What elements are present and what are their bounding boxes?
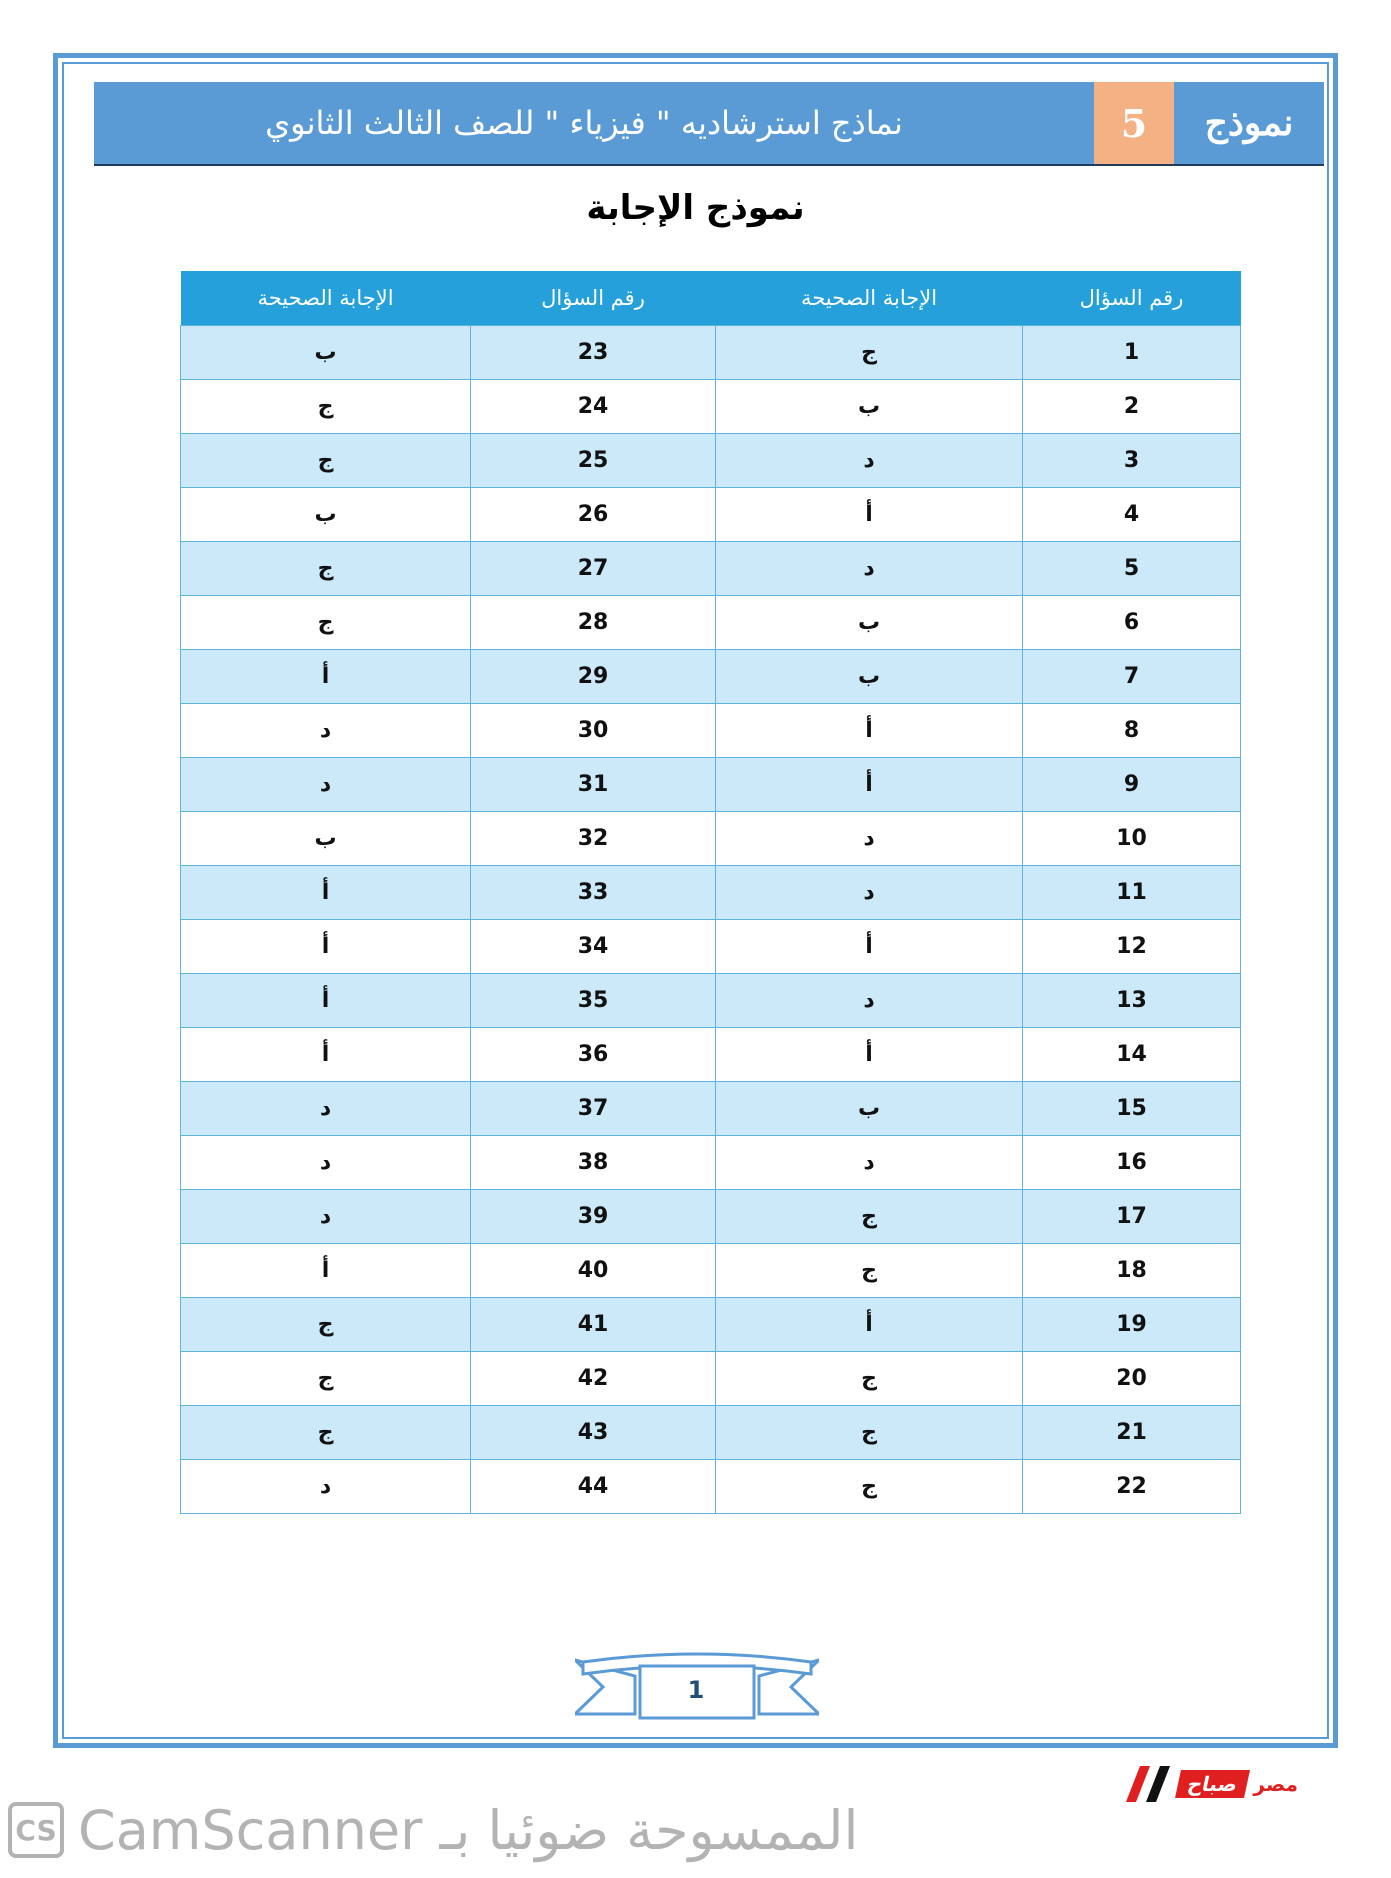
answer-cell: ب bbox=[716, 650, 1023, 704]
question-number-cell: 33 bbox=[471, 866, 716, 920]
answer-cell: أ bbox=[716, 758, 1023, 812]
question-number-cell: 23 bbox=[471, 326, 716, 380]
question-number-cell: 17 bbox=[1023, 1190, 1241, 1244]
question-number-cell: 40 bbox=[471, 1244, 716, 1298]
question-number-cell: 3 bbox=[1023, 434, 1241, 488]
answer-cell: أ bbox=[181, 920, 471, 974]
column-header: الإجابة الصحيحة bbox=[181, 271, 471, 326]
answer-cell: ج bbox=[716, 1244, 1023, 1298]
table-row bbox=[181, 1190, 1241, 1244]
question-number-cell: 16 bbox=[1023, 1136, 1241, 1190]
question-number-cell: 32 bbox=[471, 812, 716, 866]
question-number-cell: 31 bbox=[471, 758, 716, 812]
answer-cell: د bbox=[716, 1136, 1023, 1190]
answer-cell: ج bbox=[181, 542, 471, 596]
answer-cell: ج bbox=[716, 1406, 1023, 1460]
question-number-cell: 34 bbox=[471, 920, 716, 974]
question-number-cell: 14 bbox=[1023, 1028, 1241, 1082]
table-row bbox=[181, 1406, 1241, 1460]
answer-cell: ج bbox=[181, 434, 471, 488]
answer-cell: ب bbox=[181, 326, 471, 380]
table-row bbox=[181, 542, 1241, 596]
table-row bbox=[181, 704, 1241, 758]
question-number-cell: 22 bbox=[1023, 1460, 1241, 1514]
answer-cell: ب bbox=[181, 812, 471, 866]
table-row bbox=[181, 1298, 1241, 1352]
column-header: الإجابة الصحيحة bbox=[716, 271, 1023, 326]
question-number-cell: 8 bbox=[1023, 704, 1241, 758]
question-number-cell: 19 bbox=[1023, 1298, 1241, 1352]
question-number-cell: 11 bbox=[1023, 866, 1241, 920]
table-row bbox=[181, 758, 1241, 812]
question-number-cell: 24 bbox=[471, 380, 716, 434]
answer-cell: ب bbox=[716, 380, 1023, 434]
question-number-cell: 7 bbox=[1023, 650, 1241, 704]
answer-cell: د bbox=[716, 434, 1023, 488]
question-number-cell: 13 bbox=[1023, 974, 1241, 1028]
question-number-cell: 36 bbox=[471, 1028, 716, 1082]
answer-table bbox=[180, 271, 1241, 1514]
answer-cell: ج bbox=[716, 1352, 1023, 1406]
answer-cell: ب bbox=[181, 488, 471, 542]
table-row bbox=[181, 1028, 1241, 1082]
answer-cell: أ bbox=[181, 1244, 471, 1298]
answer-cell: د bbox=[181, 1136, 471, 1190]
logo-primary-text: صباح bbox=[1175, 1770, 1250, 1798]
question-number-cell: 28 bbox=[471, 596, 716, 650]
question-number-cell: 5 bbox=[1023, 542, 1241, 596]
page-heading: نموذج الإجابة bbox=[586, 188, 805, 228]
answer-cell: أ bbox=[181, 866, 471, 920]
table-row bbox=[181, 920, 1241, 974]
answer-cell: ج bbox=[181, 1352, 471, 1406]
table-row bbox=[181, 1352, 1241, 1406]
question-number-cell: 25 bbox=[471, 434, 716, 488]
answer-cell: د bbox=[716, 812, 1023, 866]
answer-cell: أ bbox=[181, 974, 471, 1028]
answer-cell: د bbox=[181, 1082, 471, 1136]
answer-cell: د bbox=[716, 542, 1023, 596]
question-number-cell: 12 bbox=[1023, 920, 1241, 974]
table-row bbox=[181, 380, 1241, 434]
question-number-cell: 43 bbox=[471, 1406, 716, 1460]
model-number: 5 bbox=[1094, 82, 1174, 164]
question-number-cell: 39 bbox=[471, 1190, 716, 1244]
answer-table-body bbox=[181, 326, 1241, 1514]
header-title: نماذج استرشاديه " فيزياء " للصف الثالث الثانوي bbox=[265, 104, 903, 142]
answer-cell: أ bbox=[181, 1028, 471, 1082]
table-row bbox=[181, 650, 1241, 704]
table-row bbox=[181, 1082, 1241, 1136]
question-number-cell: 2 bbox=[1023, 380, 1241, 434]
site-logo bbox=[1118, 1762, 1340, 1806]
question-number-cell: 29 bbox=[471, 650, 716, 704]
answer-cell: د bbox=[181, 704, 471, 758]
answer-cell: د bbox=[716, 866, 1023, 920]
question-number-cell: 18 bbox=[1023, 1244, 1241, 1298]
answer-cell: ج bbox=[181, 380, 471, 434]
table-row bbox=[181, 1136, 1241, 1190]
answer-cell: د bbox=[716, 974, 1023, 1028]
answer-cell: أ bbox=[716, 704, 1023, 758]
question-number-cell: 1 bbox=[1023, 326, 1241, 380]
question-number-cell: 27 bbox=[471, 542, 716, 596]
table-row bbox=[181, 866, 1241, 920]
question-number-cell: 4 bbox=[1023, 488, 1241, 542]
column-header: رقم السؤال bbox=[1023, 271, 1241, 326]
question-number-cell: 9 bbox=[1023, 758, 1241, 812]
question-number-cell: 10 bbox=[1023, 812, 1241, 866]
table-row bbox=[181, 812, 1241, 866]
answer-cell: ج bbox=[181, 1298, 471, 1352]
logo-slash-icon bbox=[1118, 1764, 1172, 1804]
answer-cell: د bbox=[181, 1190, 471, 1244]
table-row bbox=[181, 1244, 1241, 1298]
answer-cell: أ bbox=[181, 650, 471, 704]
question-number-cell: 44 bbox=[471, 1460, 716, 1514]
model-label: نموذج bbox=[1204, 102, 1294, 144]
question-number-cell: 6 bbox=[1023, 596, 1241, 650]
answer-cell: ج bbox=[181, 596, 471, 650]
question-number-cell: 20 bbox=[1023, 1352, 1241, 1406]
question-number-cell: 26 bbox=[471, 488, 716, 542]
answer-cell: د bbox=[181, 758, 471, 812]
header-band bbox=[94, 82, 1324, 166]
question-number-cell: 38 bbox=[471, 1136, 716, 1190]
table-row bbox=[181, 434, 1241, 488]
table-row bbox=[181, 596, 1241, 650]
answer-cell: ب bbox=[716, 596, 1023, 650]
table-row bbox=[181, 974, 1241, 1028]
question-number-cell: 37 bbox=[471, 1082, 716, 1136]
column-header: رقم السؤال bbox=[471, 271, 716, 326]
page-number: 1 bbox=[687, 1676, 705, 1704]
table-row bbox=[181, 488, 1241, 542]
question-number-cell: 41 bbox=[471, 1298, 716, 1352]
table-row bbox=[181, 326, 1241, 380]
question-number-cell: 42 bbox=[471, 1352, 716, 1406]
answer-cell: ج bbox=[716, 1460, 1023, 1514]
question-number-cell: 21 bbox=[1023, 1406, 1241, 1460]
camscanner-icon: CS bbox=[8, 1802, 64, 1858]
answer-cell: أ bbox=[716, 1028, 1023, 1082]
answer-cell: ب bbox=[716, 1082, 1023, 1136]
answer-cell: ج bbox=[181, 1406, 471, 1460]
table-header-row bbox=[181, 271, 1241, 326]
answer-cell: ج bbox=[716, 1190, 1023, 1244]
table-row bbox=[181, 1460, 1241, 1514]
answer-cell: ج bbox=[716, 326, 1023, 380]
answer-cell: د bbox=[181, 1460, 471, 1514]
answer-cell: أ bbox=[716, 1298, 1023, 1352]
watermark-text: الممسوحة ضوئيا بـ CamScanner bbox=[78, 1798, 859, 1862]
logo-secondary-text: مصر bbox=[1253, 1772, 1298, 1796]
question-number-cell: 35 bbox=[471, 974, 716, 1028]
scanner-watermark bbox=[8, 1790, 928, 1870]
question-number-cell: 30 bbox=[471, 704, 716, 758]
answer-cell: أ bbox=[716, 920, 1023, 974]
answer-cell: أ bbox=[716, 488, 1023, 542]
question-number-cell: 15 bbox=[1023, 1082, 1241, 1136]
